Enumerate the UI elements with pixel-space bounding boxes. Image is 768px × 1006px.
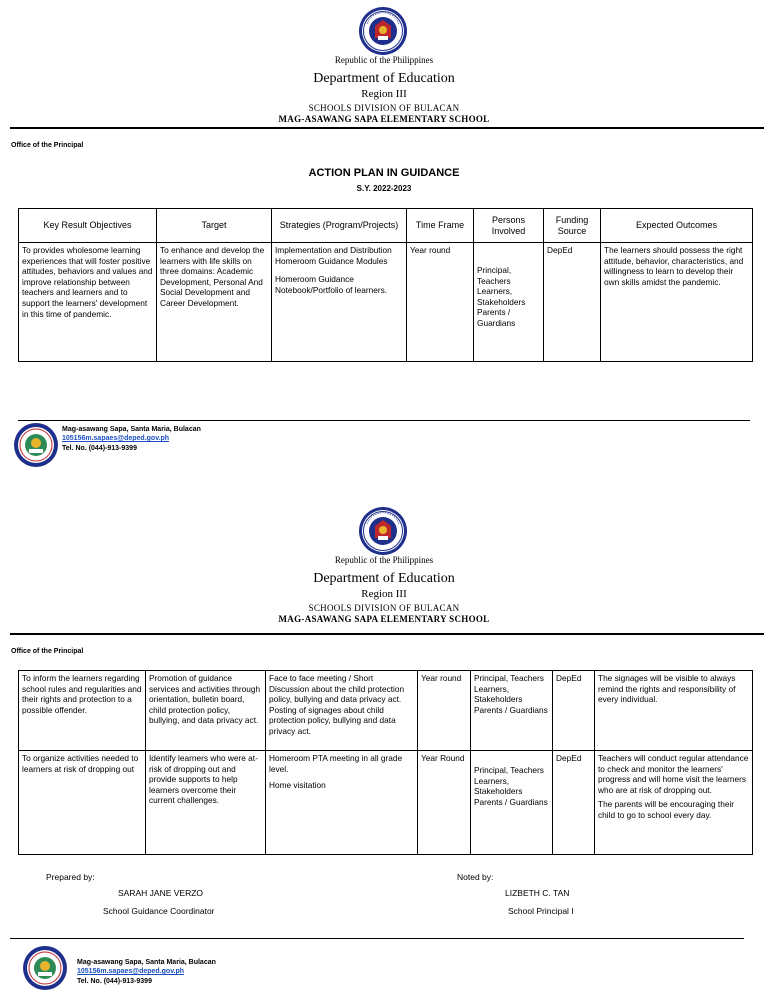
republic-text: Republic of the Philippines [334,55,434,65]
strategy-text: Implementation and Distribution Homeroom Guidance Modules [275,245,392,266]
school-year: S.Y. 2022-2023 [356,184,412,193]
footer-rule [18,420,750,421]
department-text: Department of Education [313,71,455,86]
funding-cell: DepEd [553,751,595,855]
column-header: Time Frame [407,209,474,243]
funding-cell: DepEd [553,671,595,751]
document-title: ACTION PLAN IN GUIDANCE [308,167,460,179]
target-cell: To enhance and develop the learners with life skills on three domains: Academic Development, Personal And Social Development and Career Development. [157,243,272,362]
strategy-cell [266,751,418,855]
outcome-text: The parents will be encouraging their child to go to school every day. [598,799,735,821]
footer-email-link[interactable]: 105156m.sapaes@deped.gov.ph [62,435,170,443]
footer-contact [62,425,201,453]
school-name: MAG-ASAWANG SAPA ELEMENTARY SCHOOL [278,614,490,624]
time-frame-cell: Year Round [418,751,471,855]
action-plan-table-continued [18,670,753,855]
prepared-by-name: SARAH JANE VERZO [118,888,204,898]
republic-text: Republic of the Philippines [334,555,434,565]
school-logo-icon [13,422,59,468]
noted-by-role: School Principal I [508,906,574,916]
objective-cell: To organize activities needed to learners at risk of dropping out [19,751,146,855]
deped-seal-icon [358,506,408,556]
strategy-text: Homeroom Guidance Notebook/Portfolio of learners. [275,274,388,295]
footer-email-link[interactable]: 105156m.sapaes@deped.gov.ph [77,968,185,976]
header-rule [10,633,764,635]
column-header: Expected Outcomes [601,209,753,243]
target-cell: Promotion of guidance services and activities through orientation, bulletin board, child protection policy, bullying, and data privacy act. [146,671,266,751]
time-frame-cell: Year round [418,671,471,751]
strategy-text: Homeroom PTA meeting in all grade level. [269,753,403,774]
persons-cell: Principal, Teachers Learners, Stakeholders Parents / Guardians [474,243,544,362]
office-label: Office of the Principal [11,648,84,655]
region-text: Region III [361,88,407,100]
outcome-cell: The signages will be visible to always remind the rights and responsibility of every individual. [595,671,753,751]
office-label: Office of the Principal [11,142,84,149]
division-text: SCHOOLS DIVISION OF BULACAN [308,603,460,613]
column-header: Persons Involved [474,209,544,243]
region-text: Region III [361,588,407,600]
persons-cell: Principal, Teachers Learners, Stakeholders Parents / Guardians [471,671,553,751]
column-header: Key Result Objectives [19,209,157,243]
footer-address: Mag-asawang Sapa, Santa Maria, Bulacan [62,426,201,433]
persons-cell: Principal, Teachers Learners, Stakeholders Parents / Guardians [471,751,553,855]
column-header: Target [157,209,272,243]
department-text: Department of Education [313,571,455,586]
strategy-cell [266,671,418,751]
strategy-cell [272,243,407,362]
school-name: MAG-ASAWANG SAPA ELEMENTARY SCHOOL [278,114,490,124]
column-header: Strategies (Program/Projects) [272,209,407,243]
outcome-text: Teachers will conduct regular attendance to check and monitor the learners' progress and will home visit the learners who are at risk of dropping out. [598,753,749,795]
deped-seal-icon [358,6,408,56]
table-row [19,751,753,855]
time-frame-cell: Year round [407,243,474,362]
header-rule [10,127,764,129]
prepared-by-role: School Guidance Coordinator [103,906,215,916]
footer-contact [77,958,216,986]
strategy-text: Face to face meeting / Short Discussion about the child protection policy, bullying and data privacy act. [269,673,405,705]
target-cell: Identify learners who were at-risk of dropping out and provide supports to help learners overcome their current challenges. [146,751,266,855]
prepared-by-label: Prepared by: [46,872,95,882]
footer-phone: Tel. No. (044)-913-9399 [77,977,152,985]
school-logo-icon [22,945,68,991]
table-row [19,243,753,362]
footer-address: Mag-asawang Sapa, Santa Maria, Bulacan [77,959,216,966]
column-header: Funding Source [544,209,601,243]
objective-cell: To inform the learners regarding school rules and regularities and their rights and protection to a possible offender. [19,671,146,751]
outcome-cell: The learners should possess the right attitude, behavior, characteristics, and willingness to learn to develop their own skills amidst the pandemic. [601,243,753,362]
footer-rule [10,938,744,939]
outcome-cell [595,751,753,855]
document-page-1 [0,0,768,496]
action-plan-table [18,208,753,362]
table-row [19,671,753,751]
footer-phone: Tel. No. (044)-913-9399 [62,444,137,452]
strategy-text: Posting of signages about child protection policy, bullying and data privacy act. [269,704,396,737]
division-text: SCHOOLS DIVISION OF BULACAN [308,103,460,113]
noted-by-label: Noted by: [457,872,494,882]
objective-cell: To provides wholesome learning experiences that will foster positive attitudes, behaviors and values and improve relationship between teachers and learners and to support the learners' development in this time of pandemic. [19,243,157,362]
noted-by-name: LIZBETH C. TAN [505,888,570,898]
strategy-text: Home visitation [269,780,326,791]
funding-cell: DepEd [544,243,601,362]
table-header-row [19,209,753,243]
